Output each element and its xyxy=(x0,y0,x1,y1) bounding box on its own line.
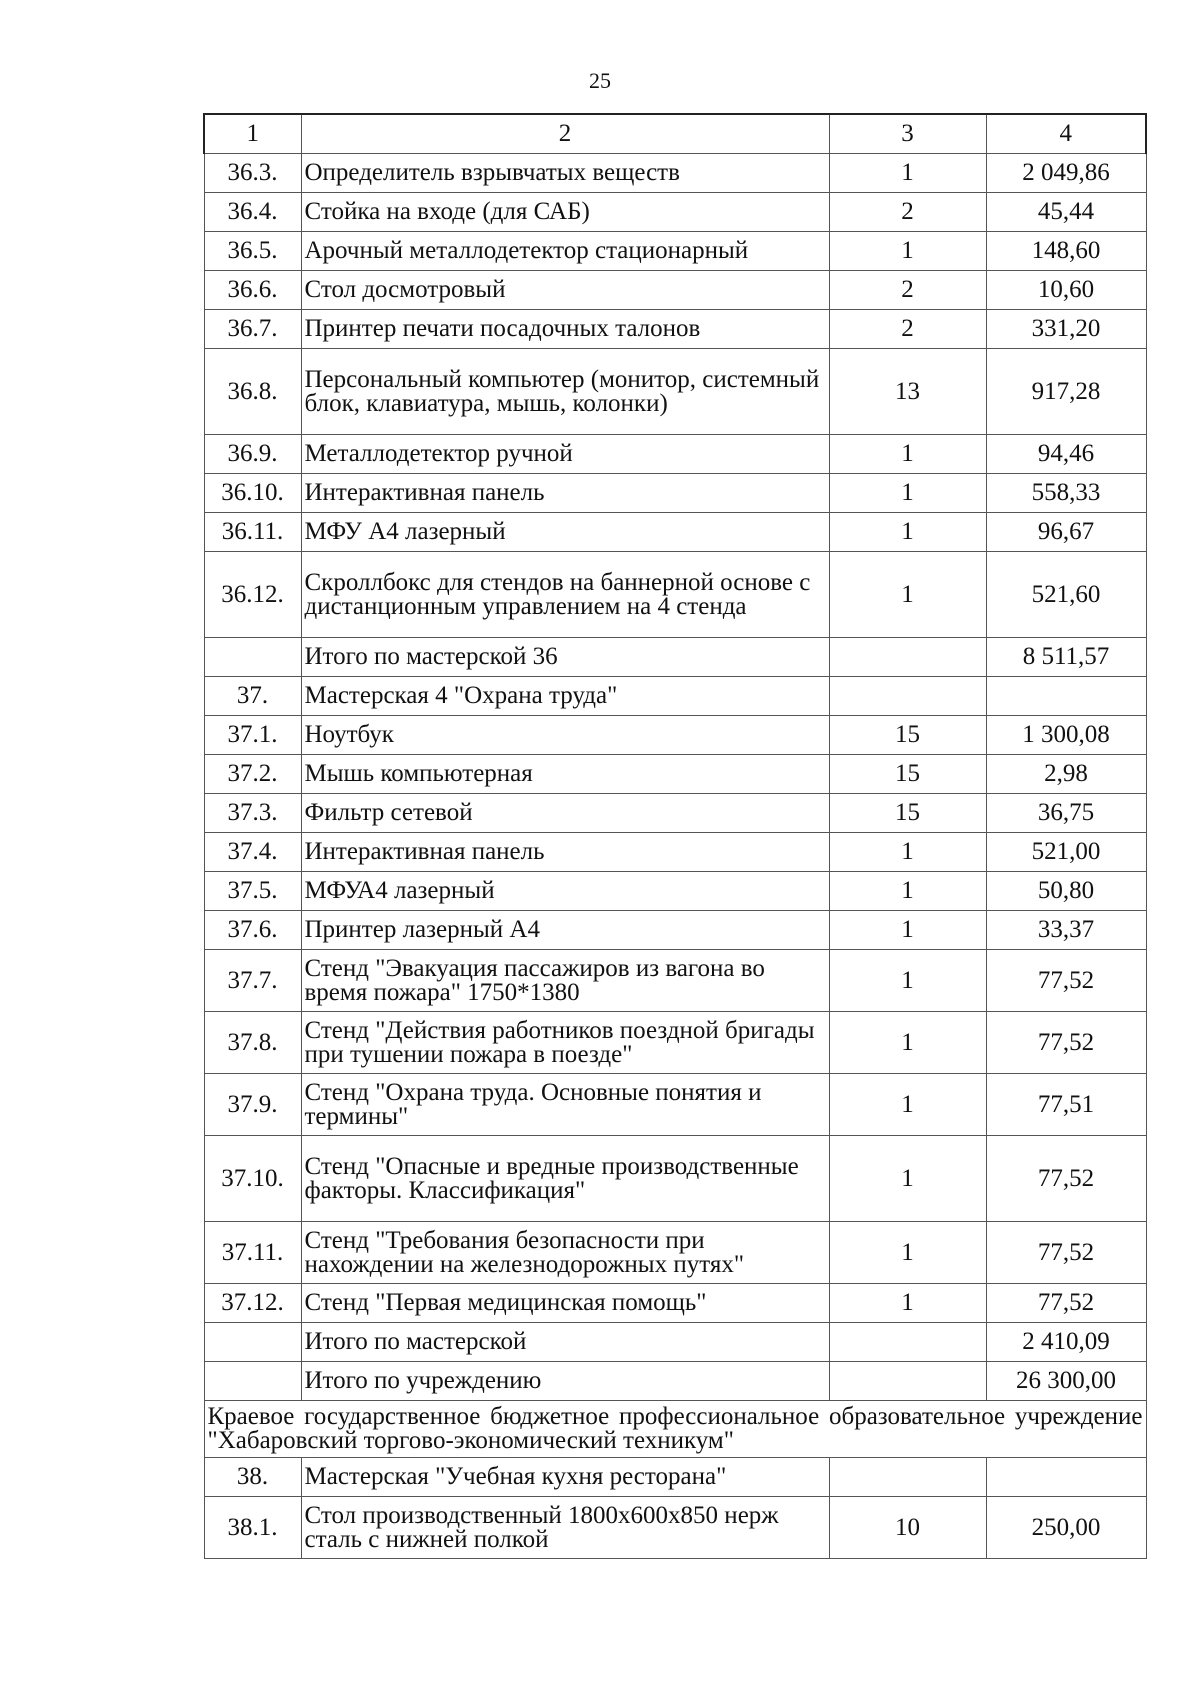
row-quantity-cell: 10 xyxy=(829,1497,986,1559)
row-quantity-cell: 1 xyxy=(829,435,986,474)
row-number-cell: 38. xyxy=(204,1458,301,1497)
header-cell-2: 2 xyxy=(301,114,829,154)
row-quantity-cell xyxy=(829,1362,986,1401)
row-amount-cell: 77,52 xyxy=(986,1284,1146,1323)
row-name-cell: Стол производственный 1800х600х850 нерж сталь с нижней полкой xyxy=(301,1497,829,1559)
row-quantity-cell: 1 xyxy=(829,1012,986,1074)
header-cell-4: 4 xyxy=(986,114,1146,154)
row-amount-cell: 148,60 xyxy=(986,232,1146,271)
table-row xyxy=(204,271,1146,310)
row-quantity-cell: 1 xyxy=(829,950,986,1012)
row-amount-cell: 77,52 xyxy=(986,1012,1146,1074)
row-number-cell: 37.2. xyxy=(204,755,301,794)
row-quantity-cell: 1 xyxy=(829,872,986,911)
row-name-cell: Мышь компьютерная xyxy=(301,755,829,794)
row-number-cell: 38.1. xyxy=(204,1497,301,1559)
row-name-cell: Арочный металлодетектор стационарный xyxy=(301,232,829,271)
row-name-cell: Мастерская 4 "Охрана труда" xyxy=(301,677,829,716)
row-number-cell: 36.8. xyxy=(204,349,301,435)
row-amount-cell: 521,60 xyxy=(986,552,1146,638)
table-row xyxy=(204,716,1146,755)
table-row xyxy=(204,1074,1146,1136)
table-row xyxy=(204,833,1146,872)
page-number: 25 xyxy=(589,68,611,93)
table-row xyxy=(204,1012,1146,1074)
row-amount-cell: 77,51 xyxy=(986,1074,1146,1136)
row-number-cell: 37.9. xyxy=(204,1074,301,1136)
row-quantity-cell: 2 xyxy=(829,193,986,232)
row-amount-cell: 250,00 xyxy=(986,1497,1146,1559)
row-number-cell: 36.11. xyxy=(204,513,301,552)
row-amount-cell: 77,52 xyxy=(986,950,1146,1012)
table-row xyxy=(204,677,1146,716)
row-quantity-cell: 1 xyxy=(829,833,986,872)
row-name-cell: Стойка на входе (для САБ) xyxy=(301,193,829,232)
table-row xyxy=(204,232,1146,271)
institution-row xyxy=(204,1401,1146,1458)
row-name-cell: Стенд "Охрана труда. Основные понятия и термины" xyxy=(301,1074,829,1136)
table-row xyxy=(204,1362,1146,1401)
table-row xyxy=(204,435,1146,474)
row-number-cell xyxy=(204,1323,301,1362)
row-number-cell: 37.1. xyxy=(204,716,301,755)
row-amount-cell: 94,46 xyxy=(986,435,1146,474)
row-name-cell: Принтер печати посадочных талонов xyxy=(301,310,829,349)
row-amount-cell: 2 410,09 xyxy=(986,1323,1146,1362)
row-number-cell: 37.5. xyxy=(204,872,301,911)
row-amount-cell: 45,44 xyxy=(986,193,1146,232)
row-number-cell: 36.6. xyxy=(204,271,301,310)
row-number-cell xyxy=(204,1362,301,1401)
row-amount-cell: 8 511,57 xyxy=(986,638,1146,677)
row-amount-cell: 917,28 xyxy=(986,349,1146,435)
header-row xyxy=(204,114,1146,154)
row-name-cell: Стол досмотровый xyxy=(301,271,829,310)
row-name-cell: Интерактивная панель xyxy=(301,833,829,872)
table-row xyxy=(204,1323,1146,1362)
row-amount-cell: 10,60 xyxy=(986,271,1146,310)
row-quantity-cell: 1 xyxy=(829,1074,986,1136)
row-amount-cell xyxy=(986,1458,1146,1497)
row-number-cell: 37.4. xyxy=(204,833,301,872)
row-quantity-cell: 15 xyxy=(829,794,986,833)
header-cell-1: 1 xyxy=(204,114,301,154)
row-name-cell: Принтер лазерный А4 xyxy=(301,911,829,950)
row-quantity-cell xyxy=(829,677,986,716)
institution-name: Краевое государственное бюджетное профессиональное образовательное учреждение "Хабаровский торгово-экономический техникум" xyxy=(204,1401,1146,1458)
table-row xyxy=(204,513,1146,552)
table-row xyxy=(204,349,1146,435)
row-name-cell: Итого по мастерской 36 xyxy=(301,638,829,677)
row-quantity-cell: 15 xyxy=(829,716,986,755)
row-name-cell: Итого по мастерской xyxy=(301,1323,829,1362)
table-row xyxy=(204,638,1146,677)
row-number-cell: 36.12. xyxy=(204,552,301,638)
table-row xyxy=(204,1222,1146,1284)
row-number-cell: 37.3. xyxy=(204,794,301,833)
row-quantity-cell xyxy=(829,1458,986,1497)
row-name-cell: МФУА4 лазерный xyxy=(301,872,829,911)
row-quantity-cell: 1 xyxy=(829,1136,986,1222)
row-amount-cell: 33,37 xyxy=(986,911,1146,950)
row-amount-cell: 36,75 xyxy=(986,794,1146,833)
row-name-cell: Персональный компьютер (монитор, системный блок, клавиатура, мышь, колонки) xyxy=(301,349,829,435)
table-row xyxy=(204,1458,1146,1497)
table-row xyxy=(204,911,1146,950)
table-row xyxy=(204,755,1146,794)
row-amount-cell xyxy=(986,677,1146,716)
row-number-cell: 36.4. xyxy=(204,193,301,232)
table-row xyxy=(204,310,1146,349)
row-name-cell: Фильтр сетевой xyxy=(301,794,829,833)
table-row xyxy=(204,1284,1146,1323)
row-amount-cell: 77,52 xyxy=(986,1222,1146,1284)
row-quantity-cell: 2 xyxy=(829,310,986,349)
row-quantity-cell: 1 xyxy=(829,1222,986,1284)
row-quantity-cell: 1 xyxy=(829,154,986,193)
row-amount-cell: 331,20 xyxy=(986,310,1146,349)
row-quantity-cell: 13 xyxy=(829,349,986,435)
row-amount-cell: 96,67 xyxy=(986,513,1146,552)
row-quantity-cell: 1 xyxy=(829,232,986,271)
row-amount-cell: 50,80 xyxy=(986,872,1146,911)
row-name-cell: Стенд "Опасные и вредные производственные факторы. Классификация" xyxy=(301,1136,829,1222)
row-amount-cell: 26 300,00 xyxy=(986,1362,1146,1401)
row-quantity-cell: 15 xyxy=(829,755,986,794)
row-quantity-cell: 1 xyxy=(829,911,986,950)
row-name-cell: Скроллбокс для стендов на баннерной основе с дистанционным управлением на 4 стенда xyxy=(301,552,829,638)
row-name-cell: Стенд "Первая медицинская помощь" xyxy=(301,1284,829,1323)
row-amount-cell: 77,52 xyxy=(986,1136,1146,1222)
row-name-cell: Интерактивная панель xyxy=(301,474,829,513)
row-amount-cell: 2 049,86 xyxy=(986,154,1146,193)
row-name-cell: Определитель взрывчатых веществ xyxy=(301,154,829,193)
row-quantity-cell: 1 xyxy=(829,474,986,513)
row-name-cell: Стенд "Требования безопасности при нахождении на железнодорожных путях" xyxy=(301,1222,829,1284)
table-row xyxy=(204,193,1146,232)
row-quantity-cell: 1 xyxy=(829,1284,986,1323)
table-row xyxy=(204,1497,1146,1559)
table-row xyxy=(204,552,1146,638)
table-row xyxy=(204,1136,1146,1222)
row-number-cell: 37. xyxy=(204,677,301,716)
row-number-cell: 36.5. xyxy=(204,232,301,271)
row-name-cell: МФУ А4 лазерный xyxy=(301,513,829,552)
row-name-cell: Ноутбук xyxy=(301,716,829,755)
table-row xyxy=(204,794,1146,833)
row-quantity-cell xyxy=(829,638,986,677)
header-cell-3: 3 xyxy=(829,114,986,154)
row-number-cell: 36.3. xyxy=(204,154,301,193)
row-number-cell: 37.11. xyxy=(204,1222,301,1284)
table-row xyxy=(204,950,1146,1012)
row-quantity-cell: 2 xyxy=(829,271,986,310)
row-number-cell: 37.8. xyxy=(204,1012,301,1074)
row-amount-cell: 558,33 xyxy=(986,474,1146,513)
row-amount-cell: 521,00 xyxy=(986,833,1146,872)
row-quantity-cell: 1 xyxy=(829,552,986,638)
row-number-cell: 36.7. xyxy=(204,310,301,349)
row-quantity-cell xyxy=(829,1323,986,1362)
table-row xyxy=(204,474,1146,513)
table-row xyxy=(204,872,1146,911)
table-row xyxy=(204,154,1146,193)
row-amount-cell: 2,98 xyxy=(986,755,1146,794)
row-amount-cell: 1 300,08 xyxy=(986,716,1146,755)
row-number-cell xyxy=(204,638,301,677)
row-name-cell: Металлодетектор ручной xyxy=(301,435,829,474)
row-name-cell: Итого по учреждению xyxy=(301,1362,829,1401)
row-number-cell: 37.12. xyxy=(204,1284,301,1323)
row-number-cell: 36.9. xyxy=(204,435,301,474)
row-name-cell: Стенд "Эвакуация пассажиров из вагона во время пожара" 1750*1380 xyxy=(301,950,829,1012)
equipment-table xyxy=(203,113,1147,1559)
row-name-cell: Стенд "Действия работников поездной бригады при тушении пожара в поезде" xyxy=(301,1012,829,1074)
row-number-cell: 37.7. xyxy=(204,950,301,1012)
row-name-cell: Мастерская "Учебная кухня ресторана" xyxy=(301,1458,829,1497)
row-number-cell: 37.10. xyxy=(204,1136,301,1222)
row-quantity-cell: 1 xyxy=(829,513,986,552)
row-number-cell: 37.6. xyxy=(204,911,301,950)
row-number-cell: 36.10. xyxy=(204,474,301,513)
